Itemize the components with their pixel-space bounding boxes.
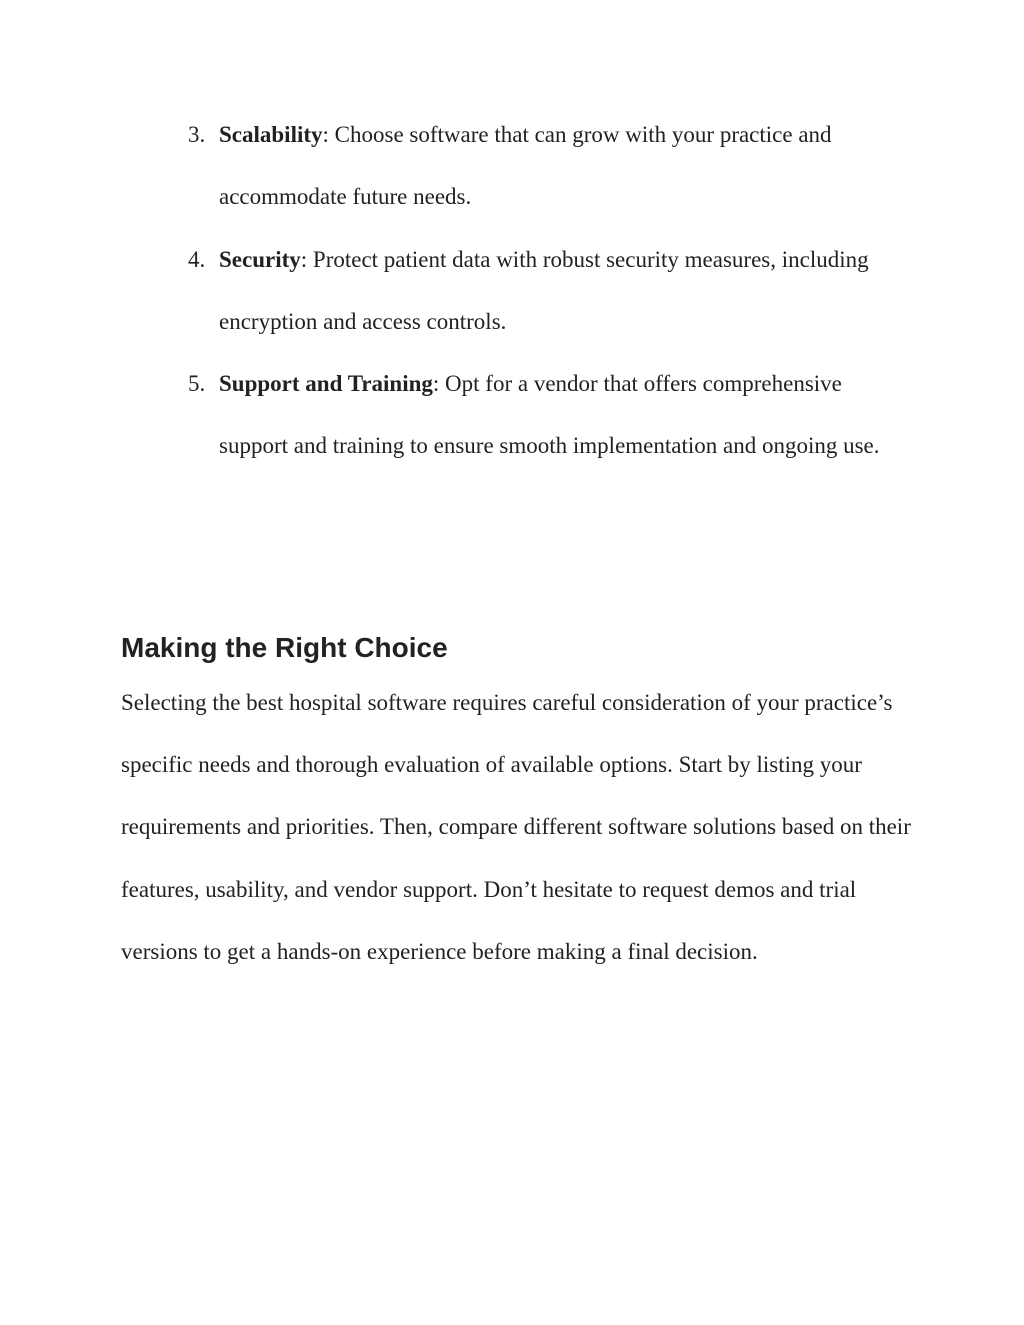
section-paragraph: Selecting the best hospital software requires careful consideration of your practice’s specific needs and thorough evaluation of available options. Start by listing your requirements and priorities. Then, compare different software solutions based on their features, usability, and vendor support. Don’t hesitate to request demos and trial versions to get a hands-on experience before making a final decision. xyxy=(121,690,911,964)
list-number: 4. xyxy=(188,246,206,272)
term-security: Security xyxy=(219,246,301,272)
term-support-training: Support and Training xyxy=(219,371,433,397)
section-heading: Making the Right Choice xyxy=(121,632,448,663)
criteria-list xyxy=(186,104,906,478)
list-item-text: : Opt for a vendor that offers comprehensive support and training to ensure smooth implementation and ongoing use. xyxy=(219,371,880,459)
list-item-security xyxy=(186,229,906,354)
list-item-support-training xyxy=(186,353,906,478)
term-scalability: Scalability xyxy=(219,122,323,147)
list-item-scalability xyxy=(186,104,906,229)
list-number: 5. xyxy=(188,371,206,397)
list-number: 3. xyxy=(188,122,206,147)
list-item-text: : Choose software that can grow with your practice and accommodate future needs. xyxy=(219,122,832,210)
list-item-text: : Protect patient data with robust security measures, including encryption and access controls. xyxy=(219,246,869,334)
